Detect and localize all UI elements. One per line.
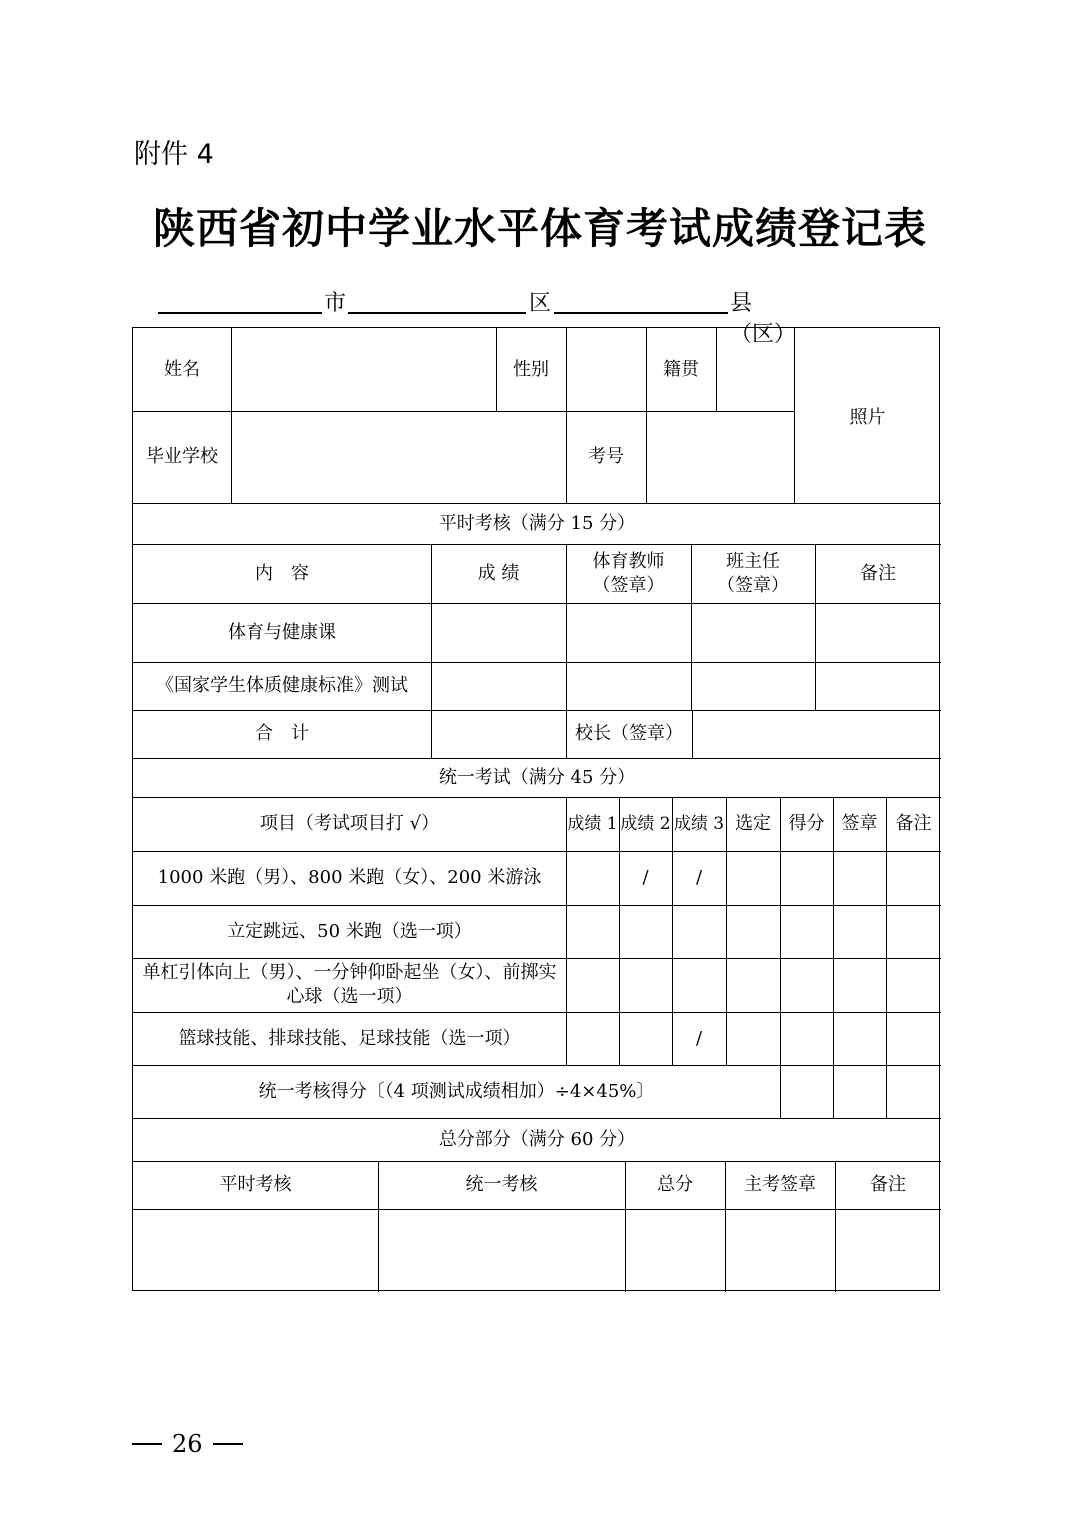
school-label: 毕业学校	[146, 446, 218, 467]
select-col-header: 选定	[735, 813, 771, 834]
unified-remark-col-header: 备注	[895, 813, 932, 834]
points-col-header: 得分	[788, 813, 825, 834]
name-label: 姓名	[164, 358, 200, 380]
pe-health-course-row-label: 体育与健康课	[228, 621, 336, 643]
city-label: 市	[324, 291, 347, 316]
slash-mark: /	[695, 867, 703, 888]
city-blank[interactable]	[158, 312, 322, 314]
form-table	[132, 327, 940, 1291]
principal-sign-label: 校长（签章）	[575, 723, 683, 744]
gender-label: 性别	[513, 358, 549, 380]
pe-teacher-col-header: 体育教师 （签章）	[592, 550, 665, 596]
score3-col-header: 成绩 3	[673, 814, 725, 834]
attachment-label: 附件 4	[134, 139, 214, 170]
page-footer	[132, 1430, 243, 1458]
exam-no-field[interactable]	[646, 411, 794, 503]
score1-col-header: 成绩 1	[567, 814, 618, 834]
head-teacher-col-header: 班主任 （签章）	[717, 550, 789, 596]
name-field[interactable]	[231, 328, 496, 411]
item-col-header: 项目（考试项目打 √）	[259, 813, 440, 834]
examiner-sign-col-header: 主考签章	[744, 1174, 816, 1195]
exam-no-label: 考号	[588, 446, 624, 467]
district-label: 区	[529, 291, 552, 316]
summary-remark-col-header: 备注	[870, 1174, 906, 1195]
slash-mark: /	[642, 867, 649, 888]
strength-event-row-label: 单杠引体向上（男）、一分钟仰卧起坐（女）、前掷实心球（选一项）	[142, 962, 557, 1007]
school-field[interactable]	[231, 411, 566, 503]
origin-field[interactable]	[716, 328, 794, 411]
slash-mark: /	[695, 1027, 703, 1049]
gender-field[interactable]	[566, 328, 646, 411]
score-col-header: 成 绩	[477, 562, 520, 584]
summary-section-header: 总分部分（满分 60 分）	[438, 1128, 636, 1150]
content-col-header: 内 容	[255, 562, 309, 584]
county-blank[interactable]	[554, 312, 728, 314]
unified-score-formula: 统一考核得分〔（4 项测试成绩相加）÷4×45%〕	[258, 1080, 655, 1102]
ball-skills-row-label: 篮球技能、排球技能、足球技能（选一项）	[178, 1027, 521, 1049]
fitness-standard-row-label: 《国家学生体质健康标准》测试	[156, 675, 408, 696]
jump-sprint-row-label: 立定跳远、50 米跑（选一项）	[227, 920, 472, 942]
sign-col-header: 签章	[841, 813, 878, 834]
page-number: 26	[172, 1430, 203, 1458]
running-event-row-label: 1000 米跑（男）、800 米跑（女）、200 米游泳	[157, 867, 542, 888]
unified-section-header: 统一考试（满分 45 分）	[438, 766, 636, 788]
regular-remark-col-header: 备注	[860, 562, 896, 584]
form-title: 陕西省初中学业水平体育考试成绩登记表	[152, 204, 927, 253]
summary-regular-col-header: 平时考核	[219, 1174, 292, 1195]
regular-total-label: 合 计	[255, 723, 309, 744]
photo-label: 照片	[849, 407, 886, 428]
county-label: 县（区）	[730, 291, 797, 347]
district-blank[interactable]	[348, 312, 526, 314]
photo-box[interactable]	[794, 328, 941, 503]
summary-unified-col-header: 统一考核	[465, 1174, 538, 1195]
summary-total-col-header: 总分	[657, 1174, 693, 1195]
origin-label: 籍贯	[663, 358, 699, 380]
regular-section-header: 平时考核（满分 15 分）	[438, 512, 636, 534]
score2-col-header: 成绩 2	[620, 814, 671, 834]
